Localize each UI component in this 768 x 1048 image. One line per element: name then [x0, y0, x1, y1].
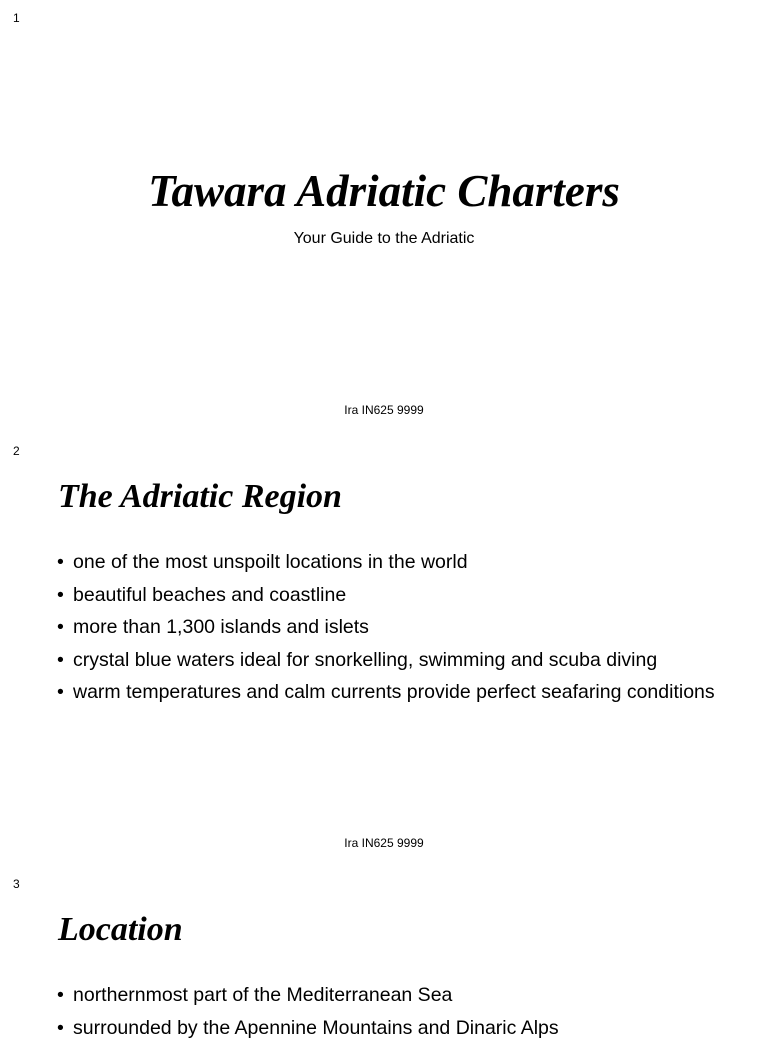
bullet-icon: •	[57, 1016, 64, 1039]
bullet-text: surrounded by the Apennine Mountains and Dinaric Alps	[73, 1016, 559, 1039]
bullet-item	[57, 550, 737, 574]
slide-title: Location	[58, 911, 183, 948]
slide-title: The Adriatic Region	[58, 478, 342, 515]
bullet-item	[57, 983, 737, 1007]
bullet-text: more than 1,300 islands and islets	[73, 616, 369, 638]
slide-number: 1	[13, 11, 20, 25]
bullet-item	[57, 680, 737, 704]
bullet-icon: •	[57, 551, 64, 573]
presentation-subtitle: Your Guide to the Adriatic	[293, 230, 475, 247]
presentation-title: Tawara Adriatic Charters	[148, 166, 620, 216]
bullet-text: one of the most unspoilt locations in the world	[73, 551, 468, 573]
bullet-icon: •	[57, 681, 64, 703]
bullet-icon: •	[57, 984, 64, 1006]
bullet-text: warm temperatures and calm currents provide perfect seafaring conditions	[73, 681, 715, 703]
slide-number: 2	[13, 444, 20, 458]
bullet-item	[57, 615, 737, 639]
bullet-text: beautiful beaches and coastline	[73, 583, 347, 606]
bullet-icon: •	[57, 648, 64, 671]
slide-footer: Ira IN625 9999	[344, 836, 424, 850]
bullet-item	[57, 583, 737, 607]
slide-1	[0, 0, 768, 433]
bullet-item	[57, 648, 737, 672]
bullet-item	[57, 1016, 737, 1040]
bullet-list	[57, 983, 737, 1048]
slide-footer: Ira IN625 9999	[344, 403, 424, 417]
slide-2	[0, 433, 768, 866]
bullet-text: crystal blue waters ideal for snorkelling, swimming and scuba diving	[73, 648, 658, 671]
slide-number: 3	[13, 877, 20, 891]
bullet-list	[57, 550, 737, 713]
bullet-icon: •	[57, 616, 64, 638]
bullet-icon: •	[57, 583, 64, 606]
bullet-text: northernmost part of the Mediterranean Sea	[73, 984, 453, 1006]
slide-3	[0, 866, 768, 1039]
